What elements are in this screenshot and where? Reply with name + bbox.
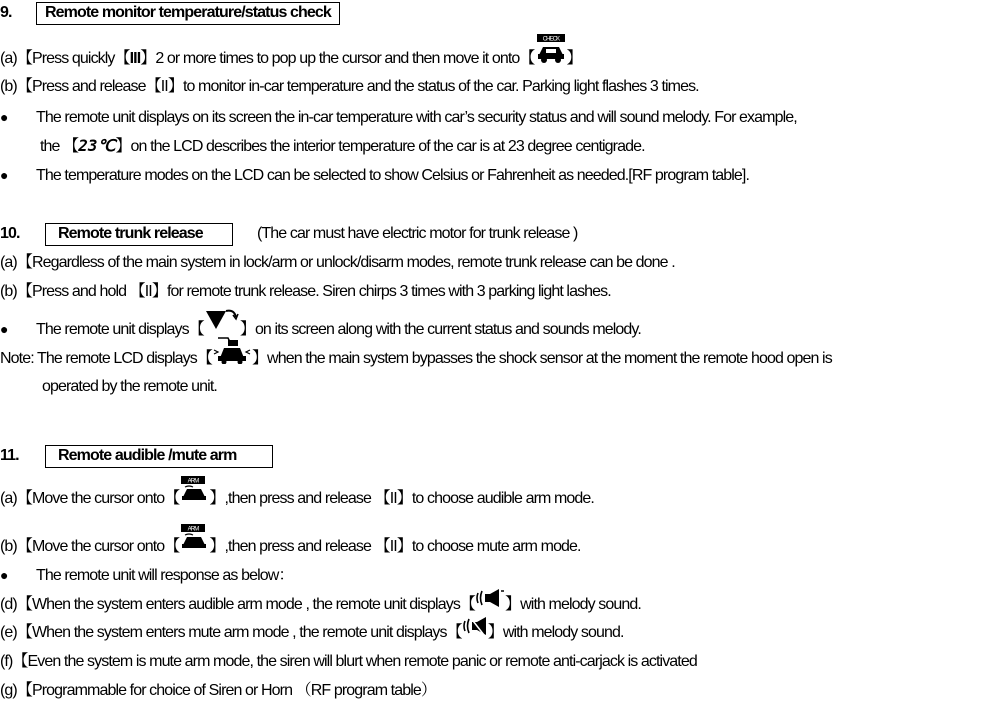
section-title: Remote audible /mute arm xyxy=(45,445,273,468)
bracket: 】 xyxy=(505,596,521,614)
s11-step-f xyxy=(0,652,697,672)
shock-bypass-icon xyxy=(212,334,252,370)
bullet-icon: ● xyxy=(0,109,8,125)
speaker-sound-icon xyxy=(475,587,505,615)
bracket: 【 xyxy=(446,624,462,642)
s11-bullet xyxy=(0,565,293,586)
bracket: 【 xyxy=(374,490,390,508)
s9-step-a xyxy=(0,36,582,71)
s10-bullet xyxy=(0,319,641,341)
bracket: 】 xyxy=(167,78,183,95)
bracket: 【 xyxy=(12,653,28,670)
bullet-icon: ● xyxy=(0,567,8,583)
bullet-text: The remote unit displays xyxy=(36,321,189,339)
section-number: 11. xyxy=(0,447,19,464)
bullet-text: The temperature modes on the LCD can be selected to show Celsius or Fahrenheit as needed.[RF program table]. xyxy=(36,167,750,184)
bracket: 】 xyxy=(209,538,225,556)
bracket: 】 xyxy=(396,490,412,508)
section-number: 10. xyxy=(0,225,20,242)
s11-step-d xyxy=(0,595,641,615)
bullet-icon: ● xyxy=(0,321,8,338)
section-title: Remote monitor temperature/status check xyxy=(36,2,340,25)
bracket: 【 xyxy=(16,254,32,271)
section-title: Remote trunk release xyxy=(45,223,233,246)
step-text: Regardless of the main system in lock/arm or unlock/disarm modes, remote trunk release can be done . xyxy=(31,254,675,271)
bracket: 】 xyxy=(140,50,156,68)
arm-icon-label: ARM xyxy=(188,478,199,485)
bullet-icon: ● xyxy=(0,167,8,183)
step-prefix: (b) xyxy=(0,283,17,300)
step-prefix: (a) xyxy=(0,254,17,271)
bracket: 【 xyxy=(129,283,145,300)
s9-heading xyxy=(0,2,340,25)
bracket: 【 xyxy=(16,624,32,642)
button-label: II xyxy=(389,490,397,508)
s11-step-a xyxy=(0,478,594,511)
step-text: Programmable for choice of Siren or Horn xyxy=(31,682,293,699)
step-text: 2 or more times to pop up the cursor and then move it onto xyxy=(155,50,520,68)
s11-step-e xyxy=(0,623,624,643)
bracket: 【 xyxy=(519,50,535,68)
bracket: 【 xyxy=(63,138,79,155)
bullet-text: on the LCD describes the interior temperature of the car is at 23 degree centigrade. xyxy=(130,138,645,155)
step-prefix: (b) xyxy=(0,78,17,95)
bracket: 】 xyxy=(566,50,582,68)
note-text: operated by the remote unit. xyxy=(42,378,217,395)
arm-icon-label: ARM xyxy=(188,526,199,533)
step-text: Press and release xyxy=(31,78,146,95)
s11-step-b xyxy=(0,526,581,559)
s9-bullet-2 xyxy=(0,165,749,186)
section-number: 9. xyxy=(0,4,12,21)
button-label: II xyxy=(160,78,168,95)
bracket: 】 xyxy=(251,350,268,368)
s9-bullet-1-cont xyxy=(0,136,645,157)
step-prefix: (a) xyxy=(0,50,17,68)
bracket: 】 xyxy=(115,138,131,155)
step-text: ,then press and release xyxy=(224,490,372,508)
bracket: 【 xyxy=(16,283,32,300)
bracket: 【 xyxy=(196,350,212,368)
note-text: Note: The remote LCD displays xyxy=(0,350,197,368)
bracket: ） xyxy=(420,682,436,699)
s10-step-b xyxy=(0,282,611,302)
bracket: 】 xyxy=(396,538,412,556)
step-prefix: (b) xyxy=(0,538,17,556)
step-text: When the system enters audible arm mode , the remote unit displays xyxy=(31,596,460,614)
s10-step-a xyxy=(0,253,675,273)
step-text: for remote trunk release. Siren chirps 3 times with 3 parking light lashes. xyxy=(166,283,611,300)
step-prefix: (g) xyxy=(0,682,17,699)
bracket: 【 xyxy=(164,490,180,508)
step-prefix: (d) xyxy=(0,596,17,614)
step-text: to choose audible arm mode. xyxy=(411,490,594,508)
bracket: 【 xyxy=(188,321,204,339)
s9-step-b xyxy=(0,77,699,97)
speaker-mute-icon xyxy=(462,615,488,643)
arm-audible-icon xyxy=(179,475,209,511)
step-text: Move the cursor onto xyxy=(31,490,165,508)
bracket: 【 xyxy=(16,50,32,68)
bullet-text: the xyxy=(40,138,60,155)
bracket: 【 xyxy=(114,50,130,68)
step-text: Even the system is mute arm mode, the siren will blurt when remote panic or remote anti-carjack is activated xyxy=(27,653,697,670)
bullet-text: The remote unit will response as below： xyxy=(36,567,294,584)
bracket: 【 xyxy=(16,682,32,699)
button-label: III xyxy=(129,50,141,68)
s11-step-g xyxy=(0,681,436,701)
step-text: Press quickly xyxy=(31,50,115,68)
s9-bullet-1 xyxy=(0,107,797,128)
bracket: 【 xyxy=(459,596,476,614)
step-prefix: (f) xyxy=(0,653,13,670)
bracket: 】 xyxy=(239,321,255,339)
step-text: Move the cursor onto xyxy=(31,538,165,556)
lcd-temperature-display: 23℃ xyxy=(78,136,116,155)
step-prefix: (e) xyxy=(0,624,17,642)
bullet-text: on its screen along with the current status and sounds melody. xyxy=(254,321,641,339)
bracket: 】 xyxy=(487,624,503,642)
section-subtitle: (The car must have electric motor for trunk release ) xyxy=(257,225,578,242)
note-text: when the main system bypasses the shock sensor at the moment the remote hood open is xyxy=(267,350,832,368)
step-text: with melody sound. xyxy=(520,596,641,614)
step-text: to monitor in-car temperature and the status of the car. Parking light flashes 3 times. xyxy=(182,78,699,95)
bracket: 【 xyxy=(16,78,32,95)
step-text: When the system enters mute arm mode , the remote unit displays xyxy=(31,624,447,642)
bracket: 【 xyxy=(145,78,161,95)
s10-heading xyxy=(0,223,577,246)
check-car-icon xyxy=(535,33,567,71)
button-label: II xyxy=(389,538,397,556)
bracket: 【 xyxy=(16,538,32,556)
bullet-text: The remote unit displays on its screen the in-car temperature with car’s security status and will sound melody. For example, xyxy=(36,109,797,126)
bracket: 【 xyxy=(16,596,32,614)
step-text: RF program table xyxy=(310,682,421,699)
step-text: Press and hold xyxy=(31,283,127,300)
bracket: 【 xyxy=(374,538,390,556)
step-text: to choose mute arm mode. xyxy=(411,538,581,556)
step-prefix: (a) xyxy=(0,490,17,508)
s10-note xyxy=(0,348,832,370)
step-text: ,then press and release xyxy=(224,538,372,556)
s11-heading xyxy=(0,445,273,468)
check-icon-label: CHECK xyxy=(542,36,559,43)
bracket: 【 xyxy=(16,490,32,508)
bracket: （ xyxy=(295,682,311,699)
bracket: 】 xyxy=(209,490,225,508)
button-label: II xyxy=(144,283,152,300)
s10-note-cont xyxy=(0,377,217,397)
bracket: 【 xyxy=(164,538,180,556)
arm-mute-icon xyxy=(179,523,209,559)
step-text: with melody sound. xyxy=(502,624,624,642)
bracket: 】 xyxy=(151,283,167,300)
